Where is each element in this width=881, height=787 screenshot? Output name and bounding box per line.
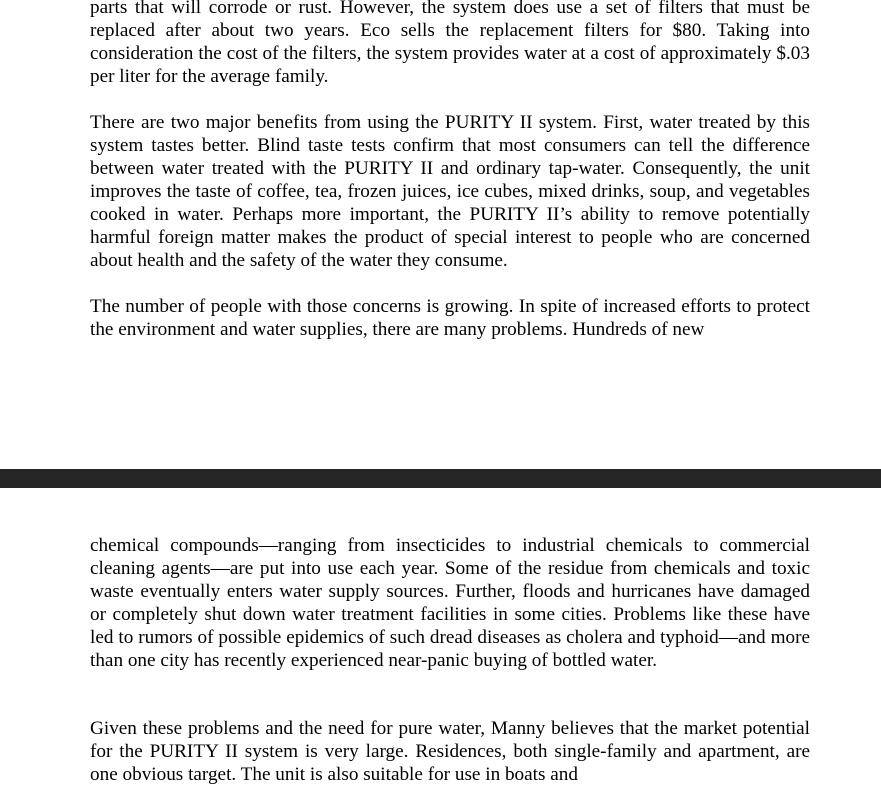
paragraph-chemical-compounds: chemical compounds—ranging from insecticides to industrial chemicals to commercial cleaning agents—are put into use each year. Some of the residue from chemicals and toxic waste eventually enters water supply sources. Further, floods and hurricanes have damaged or completely shut down water treatment facilities in some cities. Problems like these have led to rumors of possible epidemics of such dread diseases as cholera and typhoid—and more than one city has recently experienced near-panic buying of bottled water. — [90, 535, 810, 671]
paragraph-filters-cost: parts that will corrode or rust. However, the system does use a set of filters that must be replaced after about two years. Eco sells the replacement filters for $80. Taking into consideration the cost of the filters, the system provides water at a cost of approximately $.03 per liter for the average family. — [90, 0, 810, 87]
paragraph-benefits: There are two major benefits from using the PURITY II system. First, water treated by this system tastes better. Blind taste tests confirm that most consumers can tell the difference between water treated with the PURITY II and ordinary tap-water. Consequently, the unit improves the taste of coffee, tea, frozen juices, ice cubes, mixed drinks, soup, and vegetables cooked in water. Perhaps more important, the PURITY II’s ability to remove potentially harmful foreign matter makes the product of special interest to people who are concerned about health and the safety of the water they consume. — [90, 112, 810, 271]
page-separator — [0, 469, 881, 488]
paragraph-market-potential: Given these problems and the need for pure water, Manny believes that the market potential for the PURITY II system is very large. Residences, both single-family and apartment, are one obvious target. The unit is also suitable for use in boats and — [90, 718, 810, 785]
paragraph-concerns-growing: The number of people with those concerns is growing. In spite of increased efforts to protect the environment and water supplies, there are many problems. Hundreds of new — [90, 296, 810, 340]
document-page-bottom — [0, 488, 881, 787]
